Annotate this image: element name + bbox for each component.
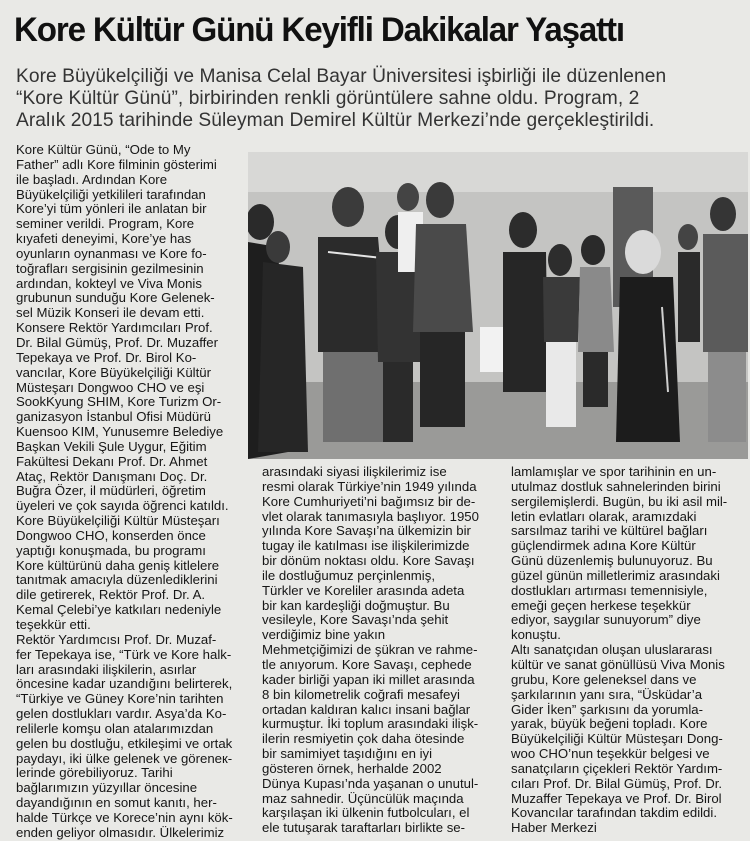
article-line: konuştu. [511, 627, 561, 643]
article-line: Dünya Kupası’nda yaşanan o unutul- [262, 775, 479, 791]
article-line: gösteren örnek, herhalde 2002 [262, 760, 442, 776]
article-line: gelen bu dostluğu, etkileşimi ve ortak [16, 735, 233, 751]
article-line: vesileyle, Kore Savaşı’nda şehit [262, 612, 449, 628]
article-column-3 [511, 465, 747, 836]
article-line: enden geliyor olmasıdır. Ülkelerimiz [16, 824, 225, 840]
article-line: sergilemişlerdi. Bugün, bu iki asil mil- [511, 493, 728, 509]
article-line: resmi olarak Türkiye’nin 1949 yılında [262, 478, 477, 494]
article-line: Mehmetçiğimizi de şükran ve rahme- [262, 642, 478, 658]
article-line: verdiğimiz bine yakın [262, 627, 386, 643]
article-line: Kore’yi tüm yönleri ile anlatan bir [16, 201, 207, 217]
article-line: sanatçıların çiçekleri Rektör Yardım- [511, 760, 723, 776]
article-line: 8 bin kilometrelik coğrafi mesafeyi [262, 686, 460, 702]
article-line: Müsteşarı Dongwoo CHO ve eşi [16, 379, 205, 395]
article-line: “Türkiye ve Güney Kore’nin tarihten [16, 691, 224, 707]
article-line: güzel günün milletlerimiz arasındaki [511, 567, 720, 583]
headline: Kore Kültür Günü Keyifli Dakikalar Yaşattı [14, 11, 624, 49]
article-line: sel Müzik Konseri ile devam etti. [16, 305, 205, 321]
article-line: kıyafeti deneyimi, Kore’ye has [16, 231, 192, 247]
article-line: ardından, kokteyl ve Viva Monis [16, 275, 202, 291]
article-line: paydayı, iki ülke gelenek ve göreneк- [16, 750, 233, 766]
article-line: woo CHO’nun teşekkür belgesi ve [511, 746, 710, 762]
article-line: Büyükelçiliği yetkilileri tarafından [16, 186, 206, 202]
article-line: şarkılarının yanı sıra, “Üsküdar’a [511, 686, 703, 702]
article-line: Haber Merkezi [511, 820, 597, 836]
article-line: Altı sanatçıdan oluşan uluslararası [511, 642, 713, 658]
article-line: letin evlatları olarak, aramızdaki [511, 508, 697, 524]
article-line: ganizasyon İstanbul Ofisi Müdürü [16, 409, 211, 425]
article-line: dayandığının en somut kanıtı, her- [16, 795, 217, 811]
article-line: ediyor, saygılar sunuyorum” diye [511, 612, 701, 628]
article-line: gelen dostlukları vardır. Asya’da Ko- [16, 706, 227, 722]
article-line: ilerin resmiyetin çok daha ötesinde [262, 731, 465, 747]
lede-line: Kore Büyükelçiliği ve Manisa Celal Bayar Üniversitesi işbirliği ile düzenlenen [16, 66, 667, 87]
article-line: öncesine kadar uzandığını belirterek, [16, 676, 233, 692]
article-line: ortadan kaldıran kalıcı insani bağlar [262, 701, 471, 717]
article-line: Kore Büyükelçiliği Kültür Müsteşarı [16, 513, 220, 529]
article-line: Günü düzenlemiş bulunuyoruz. Bu [511, 553, 713, 569]
article-line: maz sahnedir. Üçüncülük maçında [262, 790, 464, 806]
article-line: Başkan Vekili Şule Uygur, Eğitim [16, 438, 207, 454]
article-line: utulmaz dostluk sahnelerinden birini [511, 478, 721, 494]
article-line: Rektör Yardımcısı Prof. Dr. Muzaf- [16, 631, 217, 647]
event-photo [248, 152, 748, 459]
article-line: SookKyung SHIM, Kore Turizm Or- [16, 394, 222, 410]
article-line: sarsılmaz tarihi ve kültürel bağları [511, 523, 708, 539]
article-line: üyeleri ve çok sayıda öğrenci katıldı. [16, 498, 229, 514]
article-line: Gider İken” şarkısını da yorumla- [511, 701, 704, 717]
article-line: bir kan kardeşliği doğmuştur. Bu [262, 597, 450, 613]
article-line: bir dönüm noktası oldu. Kore Savaşı [262, 553, 475, 569]
article-line: fer Tepekaya ise, “Türk ve Kore halk- [16, 646, 232, 662]
article-line: lamlamışlar ve spor tarihinin en un- [511, 464, 717, 479]
article-line: tle anıyorum. Kore Savaşı, cephede [262, 656, 472, 672]
article-line: grubu, Kore geleneksel dans ve [511, 671, 697, 687]
article-line: kader birliği yapan iki millet arasında [262, 671, 475, 687]
article-column-1 [16, 143, 248, 841]
article-line: Büyükelçiliği Kültür Müsteşarı Dong- [511, 731, 723, 747]
article-line: Kemal Çelebi’ye katkıları nedeniyle [16, 602, 222, 618]
article-line: Kore Kültür Günü, “Ode to My [16, 142, 191, 157]
lede-paragraph [16, 66, 744, 132]
article-line: seminer verildi. Program, Kore [16, 216, 195, 232]
article-line: oyunların oynanması ve Kore fo- [16, 245, 207, 261]
article-line: vlet olarak tanımasıyla başlıyor. 1950 [262, 508, 479, 524]
article-line: bir samimiyet taşıdığını en iyi [262, 746, 433, 762]
article-line: vancılar, Kore Büyükelçiliği Kültür [16, 364, 211, 380]
article-line: dostlukları artırması temennisiyle, [511, 582, 708, 598]
article-line: grubunun sunduğu Kore Gelenek- [16, 290, 215, 306]
article-line: Fakültesi Dekanı Prof. Dr. Ahmet [16, 453, 208, 469]
article-line: tugay ile katılması ise ilişkilerimizde [262, 538, 470, 554]
article-line: Father” adlı Kore filminin gösterimi [16, 156, 217, 172]
event-photo-illustration [248, 152, 748, 459]
article-line: Kovancılar tarafından takdim edildi. [511, 805, 717, 821]
article-line: teşekkür etti. [16, 617, 91, 632]
article-line: Kuensoo KIM, Yunusemre Belediye [16, 424, 224, 440]
article-line: Tepekaya ve Prof. Dr. Birol Ko- [16, 349, 197, 365]
article-line: halde Türkçe ve Korece’nin aynı kök- [16, 809, 233, 825]
article-line: Kore Cumhuriyeti’ni bağımsız bir de- [262, 493, 476, 509]
article-line: yaptığı konuşmada, bu programı [16, 542, 206, 558]
article-line: kurmuştur. İki toplum arasındaki ilişk- [262, 716, 479, 732]
article-line: toğrafları sergisinin gezilmesinin [16, 260, 204, 276]
article-line: lerinde görebiliyoruz. Tarihi [16, 765, 173, 781]
article-line: güçlendirmek adına Kore Kültür [511, 538, 696, 554]
article-line: relilerle komşu olan atalarımızdan [16, 720, 214, 736]
article-line: ele tutuşarak taraftarları birlikte se- [262, 820, 466, 836]
article-line: ile başladı. Ardından Kore [16, 171, 168, 187]
article-line: karşılaşan iki ülkenin futbolcuları, el [262, 805, 470, 821]
article-line: kültür ve sanat gönüllüsü Viva Monis [511, 656, 725, 672]
article-line: Dongwoo CHO, konserden önce [16, 527, 206, 543]
article-column-2 [262, 465, 500, 836]
article-line: dile getirerek, Rektör Prof. Dr. A. [16, 587, 206, 603]
article-line: Kore kültürünü daha geniş kitlelere [16, 557, 220, 573]
article-line: arasındaki siyasi ilişkilerimiz ise [262, 464, 447, 479]
article-line: tanıtmak amacıyla düzenlediklerini [16, 572, 218, 588]
article-line: Türkler ve Koreliler arasında adeta [262, 582, 465, 598]
article-line: Muzaffer Tepekaya ve Prof. Dr. Birol [511, 790, 722, 806]
lede-line: Aralık 2015 tarihinde Süleyman Demirel Kültür Merkezi’nde gerçekleştirildi. [16, 110, 655, 131]
article-line: cıları Prof. Dr. Bilal Gümüş, Prof. Dr. [511, 775, 723, 791]
article-line: Konsere Rektör Yardımcıları Prof. [16, 320, 213, 336]
article-line: yarak, büyük beğeni topladı. Kore [511, 716, 708, 732]
article-line: Dr. Bilal Gümüş, Prof. Dr. Muzaffer [16, 334, 219, 350]
article-line: Ataç, Rektör Danışmanı Doç. Dr. [16, 468, 208, 484]
article-line: ları arasındaki ilişkilerin, asırlar [16, 661, 197, 677]
article-line: yılında Kore Savaşı’na ülkemizin bir [262, 523, 471, 539]
article-line: bağlarımızın yüzyıllar öncesine [16, 780, 198, 796]
lede-line: “Kore Kültür Günü”, birbirinden renkli görüntülere sahne oldu. Program, 2 [16, 88, 640, 109]
article-line: ile dostluğumuz perçinlenmiş, [262, 567, 435, 583]
article-line: Buğra Özer, il müdürleri, öğretim [16, 483, 206, 499]
article-line: emeği geçen herkese teşekkür [511, 597, 691, 613]
